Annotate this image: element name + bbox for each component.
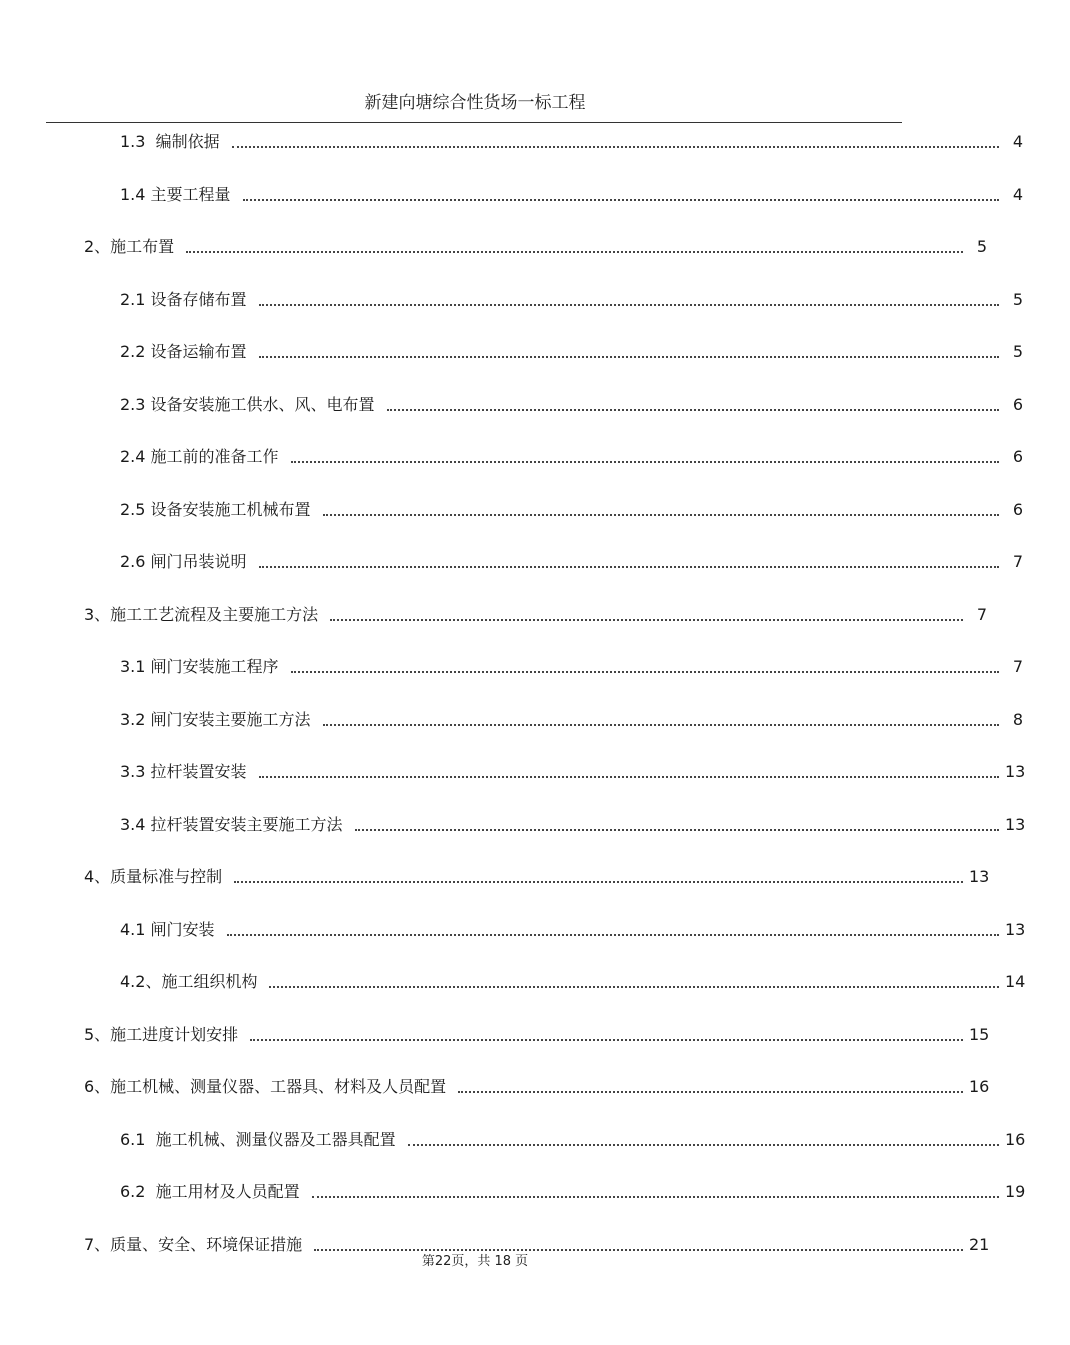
toc-entry-label: 3.2 闸门安装主要施工方法: [120, 710, 311, 729]
toc-dot-leader: [312, 1196, 999, 1198]
toc-entry-label: 2.5 设备安装施工机械布置: [120, 500, 311, 519]
toc-entry-label: 2.6 闸门吊装说明: [120, 552, 247, 571]
toc-dot-leader: [259, 566, 999, 568]
toc-entry[interactable]: [0, 1073, 1034, 1097]
toc-entry[interactable]: [0, 443, 1070, 467]
toc-dot-leader: [259, 776, 999, 778]
toc-dot-leader: [323, 514, 999, 516]
toc-entry-page-number: 4: [1012, 132, 1023, 151]
toc-entry-label: 4.1 闸门安装: [120, 920, 215, 939]
toc-entry[interactable]: [0, 706, 1070, 730]
toc-entry[interactable]: [0, 128, 1070, 152]
toc-entry[interactable]: [0, 1126, 1070, 1150]
toc-entry-label: 2.1 设备存储布置: [120, 290, 247, 309]
toc-dot-leader: [291, 461, 999, 463]
toc-entry[interactable]: [0, 863, 1034, 887]
toc-entry-page-number: 4: [1012, 185, 1023, 204]
toc-entry[interactable]: [0, 286, 1070, 310]
toc-entry-page-number: 6: [1012, 500, 1023, 519]
toc-entry-label: 3.4 拉杆装置安装主要施工方法: [120, 815, 343, 834]
toc-dot-leader: [355, 829, 999, 831]
toc-entry-page-number: 21: [969, 1235, 990, 1254]
toc-entry-page-number: 13: [969, 867, 990, 886]
toc-entry-label: 3.1 闸门安装施工程序: [120, 657, 279, 676]
page-footer-number: 第22页，共 18 页: [421, 1254, 529, 1269]
toc-entry-label: 4、质量标准与控制: [84, 867, 223, 886]
toc-entry-page-number: 14: [1005, 972, 1026, 991]
toc-entry-label: 2、施工布置: [84, 237, 175, 256]
toc-entry-label: 3.3 拉杆装置安装: [120, 762, 247, 781]
toc-entry-label: 2.4 施工前的准备工作: [120, 447, 279, 466]
toc-entry-page-number: 7: [976, 605, 987, 624]
toc-dot-leader: [269, 986, 999, 988]
toc-entry[interactable]: [0, 233, 1034, 257]
toc-entry-page-number: 13: [1005, 920, 1026, 939]
toc-dot-leader: [387, 409, 999, 411]
toc-entry-page-number: 7: [1012, 552, 1023, 571]
toc-entry-page-number: 16: [1005, 1130, 1026, 1149]
toc-entry-label: 2.3 设备安装施工供水、风、电布置: [120, 395, 375, 414]
toc-entry-label: 2.2 设备运输布置: [120, 342, 247, 361]
toc-dot-leader: [234, 881, 963, 883]
toc-dot-leader: [227, 934, 999, 936]
toc-entry-page-number: 15: [969, 1025, 990, 1044]
toc-dot-leader: [458, 1091, 963, 1093]
toc-entry-page-number: 5: [1012, 290, 1023, 309]
toc-entry[interactable]: [0, 391, 1070, 415]
toc-entry-page-number: 5: [976, 237, 987, 256]
toc-entry-page-number: 13: [1005, 815, 1026, 834]
toc-entry-page-number: 13: [1005, 762, 1026, 781]
toc-entry[interactable]: [0, 758, 1070, 782]
toc-entry-page-number: 7: [1012, 657, 1023, 676]
toc-entry[interactable]: [0, 916, 1070, 940]
toc-entry[interactable]: [0, 1178, 1070, 1202]
toc-entry-label: 1.4 主要工程量: [120, 185, 231, 204]
toc-entry[interactable]: [0, 496, 1070, 520]
toc-entry-label: 6.2 施工用材及人员配置: [120, 1182, 300, 1201]
toc-entry[interactable]: [0, 181, 1070, 205]
toc-entry[interactable]: [0, 338, 1070, 362]
toc-dot-leader: [243, 199, 999, 201]
toc-dot-leader: [291, 671, 999, 673]
toc-entry[interactable]: [0, 968, 1070, 992]
toc-entry-label: 1.3 编制依据: [120, 132, 220, 151]
toc-entry-page-number: 19: [1005, 1182, 1026, 1201]
toc-entry[interactable]: [0, 1021, 1034, 1045]
toc-dot-leader: [408, 1144, 999, 1146]
toc-entry-page-number: 8: [1012, 710, 1023, 729]
toc-entry-label: 6.1 施工机械、测量仪器及工器具配置: [120, 1130, 396, 1149]
toc-entry[interactable]: [0, 811, 1070, 835]
page-header-title: 新建向塘综合性货场一标工程: [364, 93, 586, 113]
toc-dot-leader: [259, 304, 999, 306]
toc-dot-leader: [259, 356, 999, 358]
toc-dot-leader: [323, 724, 999, 726]
toc-entry-label: 7、质量、安全、环境保证措施: [84, 1235, 303, 1254]
toc-entry[interactable]: [0, 548, 1070, 572]
toc-entry-label: 4.2、施工组织机构: [120, 972, 258, 991]
toc-entry-page-number: 5: [1012, 342, 1023, 361]
toc-entry-page-number: 6: [1012, 447, 1023, 466]
toc-dot-leader: [330, 619, 963, 621]
toc-entry[interactable]: [0, 653, 1070, 677]
toc-dot-leader: [186, 251, 963, 253]
toc-entry[interactable]: [0, 601, 1034, 625]
toc-entry-page-number: 6: [1012, 395, 1023, 414]
toc-entry-label: 3、施工工艺流程及主要施工方法: [84, 605, 319, 624]
toc-entry-label: 6、施工机械、测量仪器、工器具、材料及人员配置: [84, 1077, 447, 1096]
toc-entry-page-number: 16: [969, 1077, 990, 1096]
toc-dot-leader: [250, 1039, 963, 1041]
toc-entry-label: 5、施工进度计划安排: [84, 1025, 239, 1044]
toc-dot-leader: [232, 146, 999, 148]
